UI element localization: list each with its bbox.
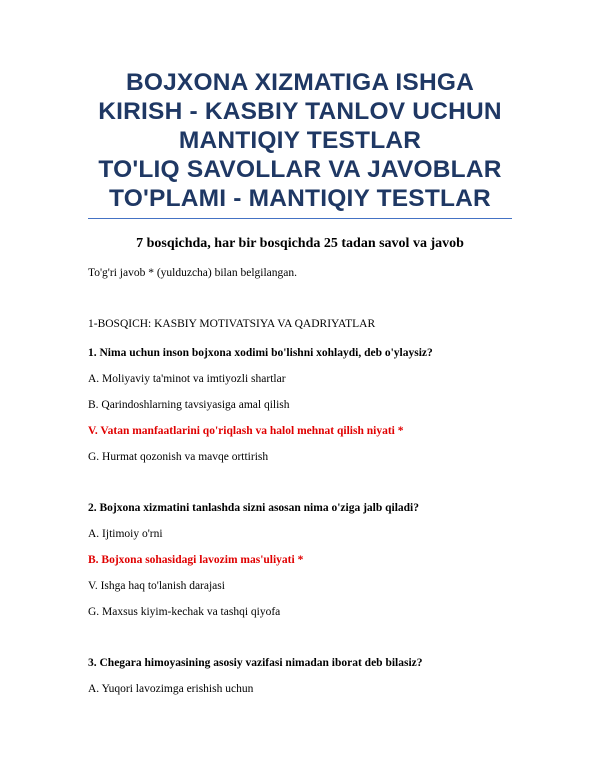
answer-option: G. Maxsus kiyim-kechak va tashqi qiyofa: [88, 606, 281, 618]
title-line: TO'PLAMI - MANTIQIY TESTLAR: [109, 185, 491, 212]
question-block-1: [88, 346, 512, 465]
correct-answer-option: V. Vatan manfaatlarini qo'riqlash va halol mehnat qilish niyati *: [88, 425, 404, 437]
question-text: 2. Bojxona xizmatini tanlashda sizni asosan nima o'ziga jalb qiladi?: [88, 502, 420, 514]
answer-option: A. Yuqori lavozimga erishish uchun: [88, 683, 254, 695]
answer-option: A. Ijtimoiy o'rni: [88, 528, 163, 540]
answer-option: A. Moliyaviy ta'minot va imtiyozli shartlar: [88, 373, 286, 385]
answer-option: G. Hurmat qozonish va mavqe orttirish: [88, 451, 269, 463]
question-text: 1. Nima uchun inson bojxona xodimi bo'lishni xohlaydi, deb o'ylaysiz?: [88, 347, 433, 359]
document-subtitle: 7 bosqichda, har bir bosqichda 25 tadan savol va javob: [136, 236, 464, 251]
question-block-2: [88, 501, 512, 620]
document-title: [88, 68, 512, 219]
title-line: KIRISH - KASBIY TANLOV UCHUN: [98, 98, 502, 125]
answer-option: B. Qarindoshlarning tavsiyasiga amal qilish: [88, 399, 290, 411]
title-line: MANTIQIY TESTLAR: [178, 127, 422, 154]
answer-option: V. Ishga haq to'lanish darajasi: [88, 580, 225, 592]
correct-answer-option: B. Bojxona sohasidagi lavozim mas'uliyati *: [88, 554, 304, 566]
question-text: 3. Chegara himoyasining asosiy vazifasi nimadan iborat deb bilasiz?: [88, 657, 423, 669]
title-line: TO'LIQ SAVOLLAR VA JAVOBLAR: [98, 156, 502, 183]
question-block-3: [88, 656, 512, 697]
title-line: BOJXONA XIZMATIGA ISHGA: [125, 69, 475, 96]
answer-key-note: To'g'ri javob * (yulduzcha) bilan belgilangan.: [88, 267, 297, 279]
section-heading: 1-BOSQICH: KASBIY MOTIVATSIYA VA QADRIYATLAR: [88, 318, 376, 330]
